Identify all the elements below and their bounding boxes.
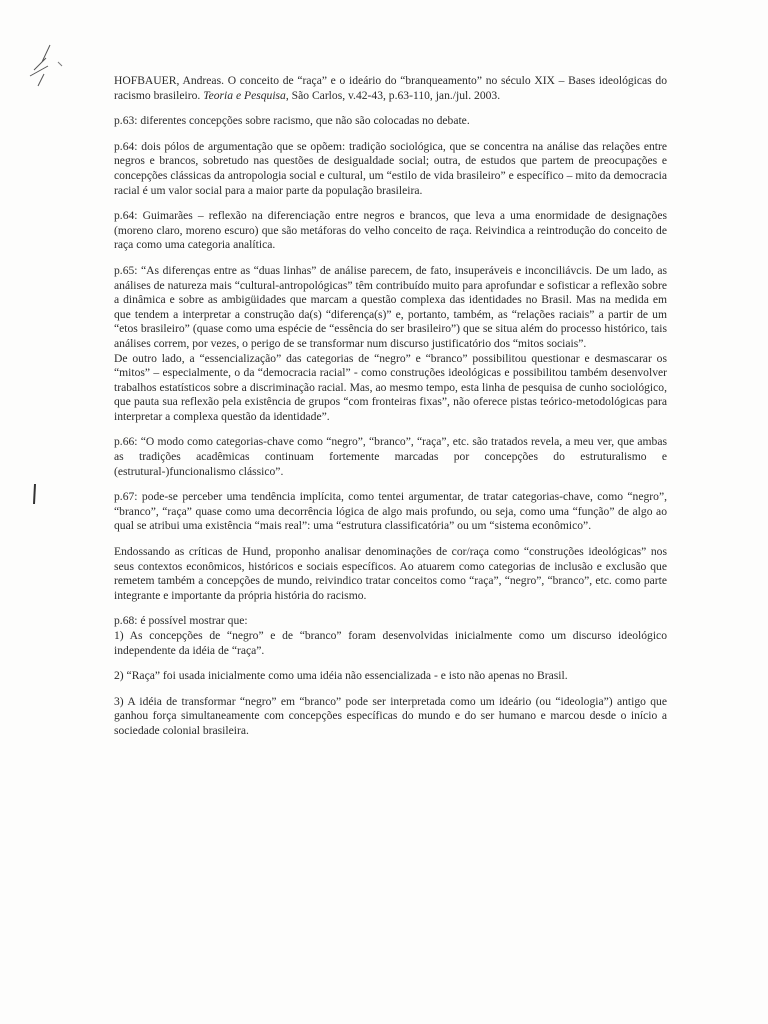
note-p63: p.63: diferentes concepções sobre racismo, que não são colocadas no debate. [114, 114, 470, 128]
list-item: 2) “Raça” foi usada inicialmente como uma idéia não essencializada - e isto não apenas no Brasil. [114, 669, 568, 683]
reference-title: O conceito de “raça” e o ideário do “branqueamento” no século XIX – Bases ideológicas do racismo brasileiro. [114, 74, 667, 102]
note-p65-part1: p.65: “As diferenças entre as “duas linhas” de análise parecem, de fato, insuperáveis e inconciliávcis. De um lado, as análises de natureza mais “cultural-antropológicas” têm contribuído muito para aprofundar e sofisticar a reflexão sobre a dinâmica e sobre as ambigüidades que marcam a questão complexa das identidades no Brasil. Mas na medida em que tendem a interpretar a construção da(s) “diferença(s)” e, portanto, também, as “relações raciais” a partir de um “etos brasileiro” (quase como uma espécie de “essência do ser brasileiro”) que se situa além do processo histórico, tais análises correm, por vezes, o perigo de se transformar num discurso justificatório dos “mitos sociais”. [114, 263, 667, 350]
reference-author: HOFBAUER, Andreas. [114, 74, 224, 87]
note-endossando: Endossando as críticas de Hund, proponho analisar denominações de cor/raça como “construções ideológicas” nos seus contextos econômicos, históricos e sociais específicos. Ao atuarem como categorias de inclusão e exclusão que remetem também a concepções de mundo, reivindico tratar conceitos como “raça”, “negro”, “branco”, etc. como parte integrante e importante da própria história do racismo. [114, 545, 667, 602]
reference-journal: Teoria e Pesquisa [203, 88, 286, 102]
note-p68-intro: p.68: é possível mostrar que: [114, 614, 248, 628]
note-p66: p.66: “O modo como categorias-chave como “negro”, “branco”, “raça”, etc. são tratados revela, a meu ver, que ambas as tradições acadêmicas continuam fortemente marcadas por concepções do estruturalismo e (estrutural-)funcionalismo clássico”. [114, 435, 667, 478]
list-item: 1) As concepções de “negro” e de “branco” foram desenvolvidas inicialmente como um discurso ideológico independente da idéia de “raça”. [114, 629, 667, 657]
document-body [114, 74, 667, 750]
note-p64-guimaraes: p.64: Guimarães – reflexão na diferenciação entre negros e brancos, que leva a uma enormidade de designações (moreno claro, moreno escuro) que são metáforas do velho conceito de raça. Reivindica a reintrodução do conceito de raça como uma categoria analítica. [114, 209, 667, 252]
bibliographic-reference [114, 74, 667, 103]
pen-stroke-mark [30, 482, 40, 512]
note-p64: p.64: dois pólos de argumentação que se opõem: tradição sociológica, que se concentra na análise das relações entre negros e brancos, sobretudo nas questões de desigualdade social; outra, de estudos que partem de preocupações e concepções clássicas da antropologia social e cultural, um “estilo de vida brasileiro” e específico – mito da democracia racial é um valor social para a maior parte da população brasileira. [114, 139, 667, 197]
pen-scribble-mark [20, 40, 70, 100]
note-p65-part2: De outro lado, a “essencialização” das categorias de “negro” e “branco” possibilitou questionar e desmascarar os “mitos” – especialmente, o da “democracia racial” - como construções ideológicas e possibilitou também desenvolver trabalhos estatísticos sobre a discriminação racial. Mas, ao mesmo tempo, esta linha de pesquisa de cunho sociológico, que pauta sua reflexão pela existência de grupos “com fronteiras fixas”, não oferece pistas teórico-metodológicas para interpretar a complexa questão da identidade”. [114, 351, 667, 423]
note-p67: p.67: pode-se perceber uma tendência implícita, como tentei argumentar, de tratar categorias-chave, como “negro”, “branco”, “raça” quase como uma decorrência lógica de algo mais profundo, ou seja, como uma “função” de algo ao qual se atribui uma existência “mais real”: uma “estrutura classificatória” ou um “sistema econômico”. [114, 490, 667, 533]
list-item: 3) A idéia de transformar “negro” em “branco” pode ser interpretada como um ideário (ou “ideologia”) antigo que ganhou força simultaneamente com concepções específicas do mundo e do ser humano e marcou desde o início a sociedade colonial brasileira. [114, 694, 667, 737]
reference-details: , São Carlos, v.42-43, p.63-110, jan./jul. 2003. [285, 88, 501, 102]
